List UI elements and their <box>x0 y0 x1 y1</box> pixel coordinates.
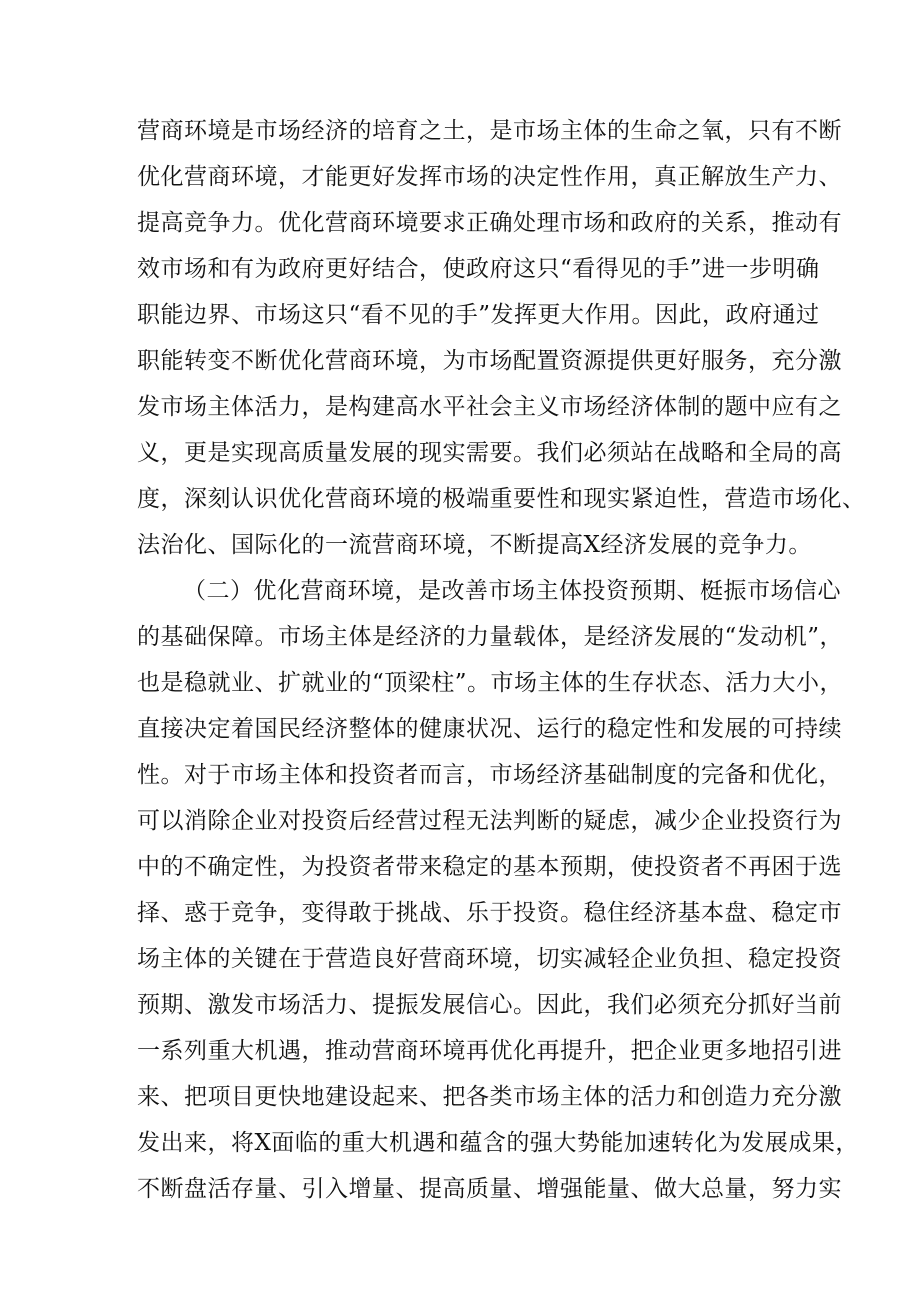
paragraph-2-line: 中的不确定性，为投资者带来稳定的基本预期，使投资者不再困于选 <box>137 854 842 880</box>
paragraph-1-line: 度，深刻认识优化营商环境的极端重要性和现实紧迫性，营造市场化、 <box>137 486 866 512</box>
paragraph-2-first-line: （二）优化营商环境，是改善市场主体投资预期、梃振市场信心 <box>183 578 841 604</box>
paragraph-2-line: 性。对于市场主体和投资者而言，市场经济基础制度的完备和优化， <box>137 762 842 788</box>
paragraph-2-line: 来、把项目更快地建设起来、把各类市场主体的活力和创造力充分激 <box>137 1084 842 1110</box>
paragraph-1-line: 优化营商环境，才能更好发挥市场的决定性作用，真正解放生产力、 <box>137 164 842 190</box>
paragraph-2-line: 发出来，将X面临的重大机遇和蕴含的强大势能加速转化为发展成果， <box>137 1130 859 1156</box>
paragraph-2-line: 可以消除企业对投资后经营过程无法判断的疑虑，减少企业投资行为 <box>137 808 842 834</box>
paragraph-1-line: 发市场主体活力，是构建高水平社会主义市场经济体制的题中应有之 <box>137 394 842 420</box>
paragraph-1-line: 提高竞争力。优化营商环境要求正确处理市场和政府的关系，推动有 <box>137 210 842 236</box>
paragraph-2-line: 预期、激发市场活力、提振发展信心。因此，我们必须充分抓好当前 <box>137 992 842 1018</box>
paragraph-1-line: 职能边界、市场这只“看不见的手”发挥更大作用。因此，政府通过 <box>137 302 820 328</box>
paragraph-1-line: 职能转变不断优化营商环境，为市场配置资源提供更好服务，充分激 <box>137 348 842 374</box>
paragraph-1-line-last: 法治化、国际化的一流营商环境，不断提高X经济发展的竞争力。 <box>137 532 812 558</box>
paragraph-2-line: 也是稳就业、扩就业的“顶梁柱”。市场主体的生存状态、活力大小， <box>137 670 844 696</box>
paragraph-1-line: 义，更是实现高质量发展的现实需要。我们必须站在战略和全局的高 <box>137 440 842 466</box>
paragraph-1-line: 效市场和有为政府更好结合，使政府这只“看得见的手”进一步明确 <box>137 256 820 282</box>
paragraph-2-line: 的基础保障。市场主体是经济的力量载体，是经济发展的“发动机”， <box>137 624 844 650</box>
paragraph-2-line: 择、惑于竞争，变得敢于挑战、乐于投资。稳住经济基本盘、稳定市 <box>137 900 842 926</box>
paragraph-2-line: 一系列重大机遇，推动营商环境再优化再提升，把企业更多地招引进 <box>137 1038 842 1064</box>
paragraph-2-line: 直接决定着国民经济整体的健康状况、运行的稳定性和发展的可持续 <box>137 716 842 742</box>
paragraph-2-line: 场主体的关键在于营造良好营商环境，切实减轻企业负担、稳定投资 <box>137 946 842 972</box>
paragraph-2-line: 不断盘活存量、引入增量、提高质量、增强能量、做大总量，努力实 <box>137 1176 842 1202</box>
paragraph-1-line: 营商环境是市场经济的培育之土，是市场主体的生命之氧，只有不断 <box>137 118 842 144</box>
